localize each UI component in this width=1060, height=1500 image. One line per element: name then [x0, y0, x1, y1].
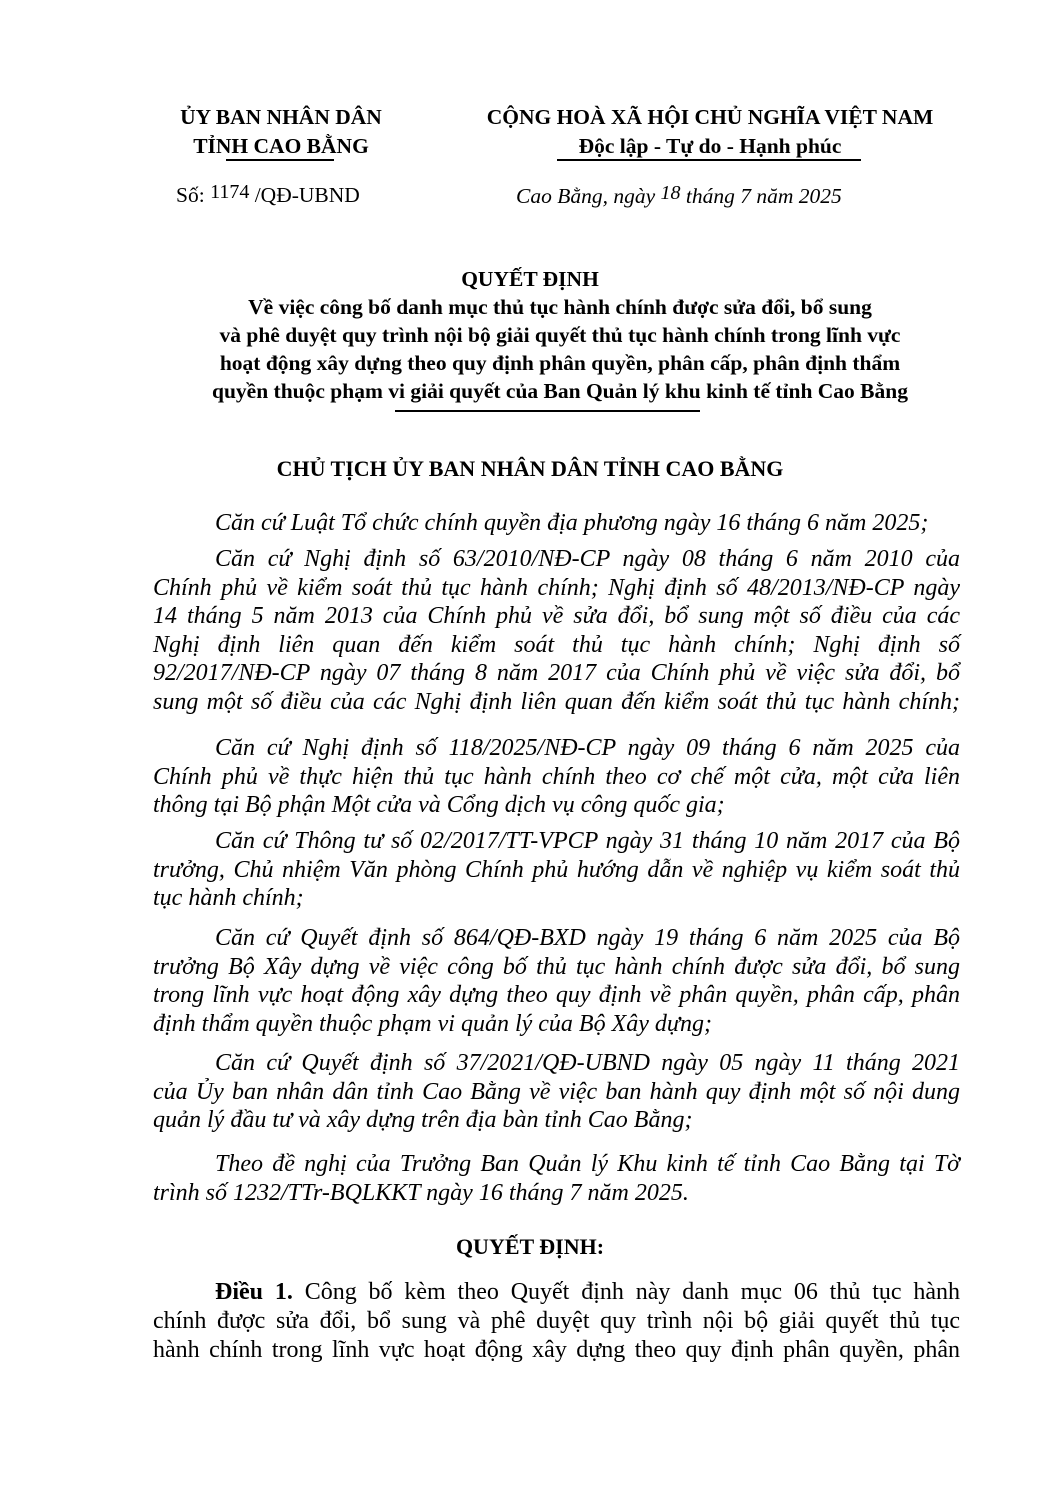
date-day: 18 [660, 182, 681, 204]
basis-line: Căn cứ Quyết định số 37/2021/QĐ-UBND ngày 05 ngày 11 tháng 2021 [215, 1050, 960, 1076]
basis-line: Căn cứ Nghị định số 63/2010/NĐ-CP ngày 08 tháng 6 năm 2010 của [215, 546, 960, 572]
legal-basis-4 [153, 827, 960, 913]
basis-line: của Ủy ban nhân dân tỉnh Cao Bằng về việc ban hành quy định một số nội dung [153, 1078, 960, 1105]
basis-line: sung một số điều của các Nghị định liên quan đến kiểm soát thủ tục hành chính; [153, 688, 960, 715]
legal-basis-1 [153, 509, 960, 538]
place-date [516, 184, 842, 209]
legal-basis-6 [153, 1049, 960, 1135]
basis-line: trình số 1232/TTr-BQLKKT ngày 16 tháng 7 năm 2025. [153, 1179, 689, 1206]
legal-basis-3 [153, 734, 960, 820]
article-line: chính được sửa đổi, bổ sung và phê duyệt quy trình nội bộ giải quyết thủ tục [153, 1308, 960, 1334]
basis-line: Căn cứ Luật Tổ chức chính quyền địa phương ngày 16 tháng 6 năm 2025; [215, 510, 929, 536]
number-prefix: Số: [176, 183, 205, 207]
subject-underline [395, 410, 700, 412]
basis-line: Nghị định liên quan đến kiểm soát thủ tục hành chính; Nghị định số [153, 631, 960, 658]
number-suffix: /QĐ-UBND [254, 183, 360, 207]
decision-title: QUYẾT ĐỊNH [461, 267, 599, 291]
article-line: hành chính trong lĩnh vực hoạt động xây dựng theo quy định phân quyền, phân [153, 1337, 960, 1363]
basis-line: định thẩm quyền thuộc phạm vi quản lý của Bộ Xây dựng; [153, 1010, 712, 1037]
basis-line: trưởng Bộ Xây dựng về việc công bố thủ tục hành chính được sửa đổi, bổ sung [153, 953, 960, 980]
basis-line: trong lĩnh vực hoạt động xây dựng theo quy định về phân quyền, phân cấp, phân [153, 982, 960, 1009]
basis-line: Căn cứ Nghị định số 118/2025/NĐ-CP ngày 09 tháng 6 năm 2025 của [215, 735, 960, 761]
article-text: Công bố kèm theo Quyết định này danh mục 06 thủ tục hành [304, 1279, 961, 1305]
motto-underline [557, 159, 861, 161]
date-suffix: tháng 7 năm 2025 [685, 184, 842, 208]
basis-line: Căn cứ Quyết định số 864/QĐ-BXD ngày 19 tháng 6 năm 2025 của Bộ [215, 925, 960, 951]
legal-basis-5 [153, 924, 960, 1038]
motto: Độc lập - Tự do - Hạnh phúc [578, 134, 842, 158]
basis-line: Chính phủ về thực hiện thủ tục hành chính theo cơ chế một cửa, một cửa liên [153, 763, 960, 790]
number-value: 1174 [210, 181, 250, 203]
basis-line: Theo đề nghị của Trưởng Ban Quản lý Khu kinh tế tỉnh Cao Bằng tại Tờ [215, 1151, 960, 1177]
authority-underline [226, 159, 334, 161]
basis-line: trưởng, Chủ nhiệm Văn phòng Chính phủ hướng dẫn về nghiệp vụ kiểm soát thủ [153, 856, 960, 883]
article-1 [153, 1278, 960, 1365]
subject-line: quyền thuộc phạm vi giải quyết của Ban Quản lý khu kinh tế tỉnh Cao Bằng [212, 379, 908, 403]
document-number [176, 183, 360, 208]
basis-line: Chính phủ về kiểm soát thủ tục hành chính; Nghị định số 48/2013/NĐ-CP ngày [153, 574, 960, 601]
decision-subject [140, 293, 980, 405]
issuing-authority [150, 103, 412, 161]
issuer-title: CHỦ TỊCH ỦY BAN NHÂN DÂN TỈNH CAO BẰNG [276, 456, 784, 481]
authority-line-1: ỦY BAN NHÂN DÂN [180, 105, 382, 129]
basis-line: Căn cứ Thông tư số 02/2017/TT-VPCP ngày 31 tháng 10 năm 2017 của Bộ [215, 828, 960, 854]
subject-line: và phê duyệt quy trình nội bộ giải quyết thủ tục hành chính trong lĩnh vực [219, 323, 901, 347]
legal-basis-2 [153, 545, 960, 717]
date-prefix: Cao Bằng, ngày [516, 184, 656, 208]
subject-line: hoạt động xây dựng theo quy định phân quyền, phân cấp, phân định thẩm [219, 351, 901, 375]
subject-line: Về việc công bố danh mục thủ tục hành chính được sửa đổi, bổ sung [248, 295, 872, 319]
article-label: Điều 1. [215, 1279, 293, 1305]
basis-line: 92/2017/NĐ-CP ngày 07 tháng 8 năm 2017 của Chính phủ về việc sửa đổi, bổ [153, 660, 960, 687]
article-line-1 [153, 1278, 960, 1307]
national-title [460, 103, 960, 161]
decides-heading: QUYẾT ĐỊNH: [455, 1234, 605, 1259]
basis-line: tục hành chính; [153, 885, 304, 912]
nation-name: CỘNG HOÀ XÃ HỘI CHỦ NGHĨA VIỆT NAM [486, 105, 934, 129]
basis-line: thông tại Bộ phận Một cửa và Cổng dịch vụ công quốc gia; [153, 792, 725, 819]
basis-line: quản lý đầu tư và xây dựng trên địa bàn tỉnh Cao Bằng; [153, 1107, 693, 1134]
authority-line-2: TỈNH CAO BẰNG [193, 134, 369, 158]
proposal [153, 1150, 960, 1207]
basis-line: 14 tháng 5 năm 2013 của Chính phủ về sửa đổi, bổ sung một số điều của các [153, 603, 960, 630]
